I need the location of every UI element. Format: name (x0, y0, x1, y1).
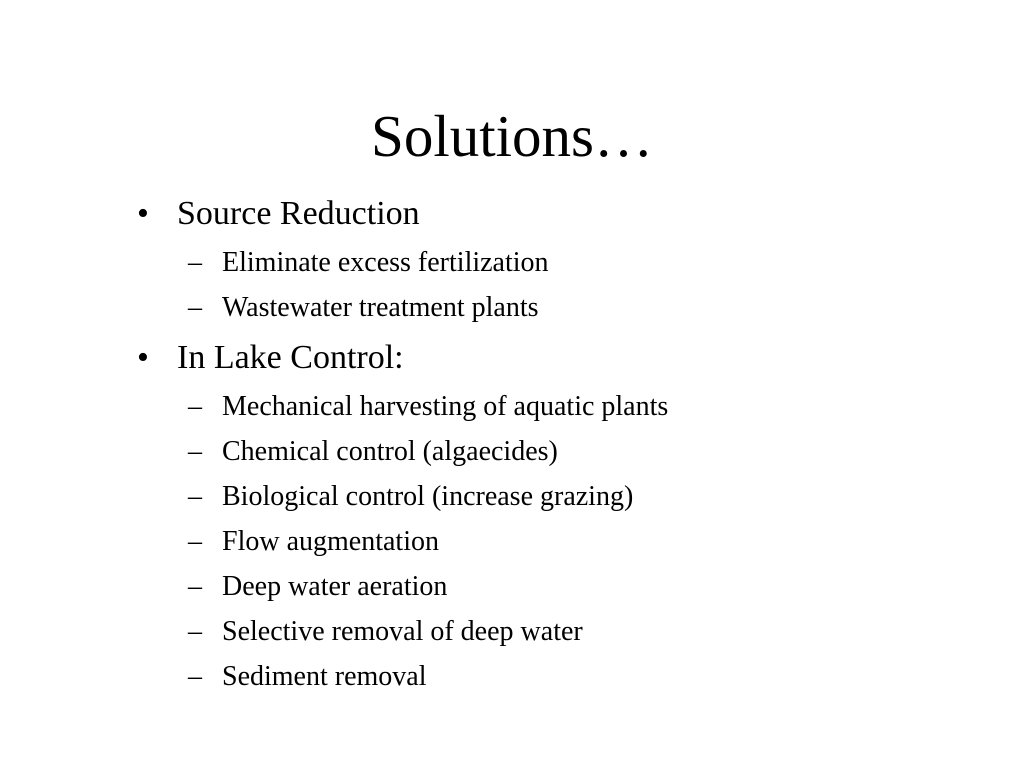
bullet-icon: • (137, 195, 149, 232)
list-item-source-reduction (137, 190, 977, 238)
sublist-in-lake-control (137, 384, 977, 699)
dash-icon: – (188, 391, 202, 422)
sublist-item-label: Sediment removal (222, 661, 427, 692)
sublist-item (137, 285, 977, 330)
dash-icon: – (188, 571, 202, 602)
list-item-label: In Lake Control: (177, 339, 404, 376)
sublist-item-label: Wastewater treatment plants (222, 292, 539, 323)
dash-icon: – (188, 526, 202, 557)
sublist-item-label: Flow augmentation (222, 526, 439, 557)
sublist-item (137, 384, 977, 429)
sublist-item (137, 609, 977, 654)
sublist-item-label: Biological control (increase grazing) (222, 481, 634, 512)
sublist-item-label: Chemical control (algaecides) (222, 436, 558, 467)
sublist-item (137, 519, 977, 564)
slide-title: Solutions… (371, 103, 653, 169)
sublist-item (137, 240, 977, 285)
sublist-item (137, 429, 977, 474)
sublist-item (137, 654, 977, 699)
sublist-item-label: Eliminate excess fertilization (222, 247, 549, 278)
dash-icon: – (188, 481, 202, 512)
sublist-item-label: Deep water aeration (222, 571, 448, 602)
dash-icon: – (188, 661, 202, 692)
bullet-icon: • (137, 339, 149, 376)
dash-icon: – (188, 436, 202, 467)
dash-icon: – (188, 616, 202, 647)
dash-icon: – (188, 292, 202, 323)
sublist-source-reduction (137, 240, 977, 330)
sublist-item-label: Selective removal of deep water (222, 616, 583, 647)
list-item-in-lake-control (137, 334, 977, 382)
sublist-item (137, 564, 977, 609)
list-item-label: Source Reduction (177, 195, 420, 232)
sublist-item-label: Mechanical harvesting of aquatic plants (222, 391, 669, 422)
sublist-item (137, 474, 977, 519)
dash-icon: – (188, 247, 202, 278)
bullet-list (137, 190, 977, 703)
